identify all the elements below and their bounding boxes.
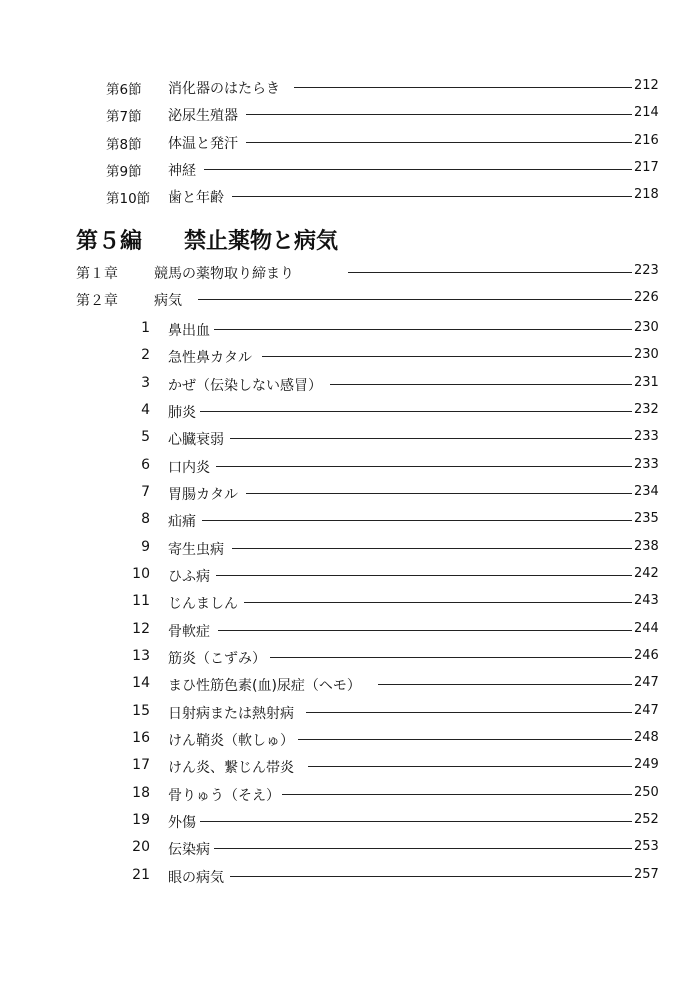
section-title: 体温と発汗 — [168, 136, 238, 152]
leader-line — [282, 794, 632, 795]
item-number: 17 — [132, 757, 150, 773]
leader-line — [200, 411, 632, 412]
item-number: 2 — [141, 347, 150, 363]
item-title: 日射病または熱射病 — [168, 706, 294, 722]
item-number: 19 — [132, 812, 150, 828]
page-number: 235 — [634, 511, 659, 526]
item-title: 心臓衰弱 — [168, 432, 224, 448]
leader-line — [246, 114, 632, 115]
toc-item-row — [0, 344, 700, 366]
toc-item-row — [0, 618, 700, 640]
leader-line — [378, 684, 632, 685]
section-label: 第8節 — [106, 137, 142, 153]
page-number: 231 — [634, 375, 659, 390]
page-number: 257 — [634, 867, 659, 882]
page-number: 232 — [634, 402, 659, 417]
toc-item-row — [0, 481, 700, 503]
toc-item-row — [0, 672, 700, 694]
leader-line — [270, 657, 632, 658]
leader-line — [246, 142, 632, 143]
item-title: 骨りゅう（そえ） — [168, 788, 280, 804]
toc-item-row — [0, 399, 700, 421]
item-title: けん鞘炎（軟しゅ） — [168, 733, 294, 749]
page-number: 233 — [634, 429, 659, 444]
item-title: 胃腸カタル — [168, 487, 238, 503]
leader-line — [298, 739, 632, 740]
toc-item-row — [0, 563, 700, 585]
page-number: 238 — [634, 539, 659, 554]
item-number: 15 — [132, 703, 150, 719]
item-title: 肺炎 — [168, 405, 196, 421]
toc-section-row — [0, 184, 700, 206]
item-title: ひふ病 — [168, 569, 210, 585]
toc-item-row — [0, 454, 700, 476]
item-number: 16 — [132, 730, 150, 746]
leader-line — [244, 602, 632, 603]
section-title: 歯と年齢 — [168, 190, 224, 206]
section-title: 神経 — [168, 163, 196, 179]
leader-line — [198, 299, 632, 300]
toc-item-row — [0, 864, 700, 886]
page-number: 250 — [634, 785, 659, 800]
leader-line — [246, 493, 632, 494]
page-number: 212 — [634, 78, 659, 93]
page-number: 223 — [634, 263, 659, 278]
item-number: 13 — [132, 648, 150, 664]
toc-item-row — [0, 782, 700, 804]
item-number: 8 — [141, 511, 150, 527]
item-number: 20 — [132, 839, 150, 855]
part-label: 第５編 — [76, 229, 143, 254]
toc-item-row — [0, 836, 700, 858]
page-number: 242 — [634, 566, 659, 581]
page-number: 252 — [634, 812, 659, 827]
item-number: 9 — [141, 539, 150, 555]
item-number: 4 — [141, 402, 150, 418]
leader-line — [216, 466, 632, 467]
leader-line — [204, 169, 632, 170]
leader-line — [202, 520, 632, 521]
chapter-title: 病気 — [154, 293, 182, 309]
page-number: 234 — [634, 484, 659, 499]
toc-item-row — [0, 809, 700, 831]
toc-section-row — [0, 102, 700, 124]
toc-item-row — [0, 700, 700, 722]
item-number: 3 — [141, 375, 150, 391]
page-number: 216 — [634, 133, 659, 148]
page-number: 244 — [634, 621, 659, 636]
page-number: 217 — [634, 160, 659, 175]
leader-line — [306, 712, 632, 713]
toc-item-row — [0, 372, 700, 394]
section-label: 第10節 — [106, 191, 151, 207]
toc-section-row — [0, 130, 700, 152]
item-title: 鼻出血 — [168, 323, 210, 339]
leader-line — [308, 766, 632, 767]
page-number: 249 — [634, 757, 659, 772]
item-title: 口内炎 — [168, 460, 210, 476]
leader-line — [232, 548, 632, 549]
item-number: 10 — [132, 566, 150, 582]
item-number: 7 — [141, 484, 150, 500]
page-number: 253 — [634, 839, 659, 854]
leader-line — [218, 630, 632, 631]
toc-chapter-row — [0, 287, 700, 309]
page-number: 247 — [634, 703, 659, 718]
part-heading — [0, 222, 700, 256]
toc-chapter-row — [0, 260, 700, 282]
item-title: 眼の病気 — [168, 870, 224, 886]
item-number: 12 — [132, 621, 150, 637]
item-number: 11 — [132, 593, 150, 609]
toc-item-row — [0, 645, 700, 667]
leader-line — [230, 876, 632, 877]
page-number: 214 — [634, 105, 659, 120]
item-number: 1 — [141, 320, 150, 336]
item-title: じんましん — [168, 596, 238, 612]
page-number: 248 — [634, 730, 659, 745]
item-title: 急性鼻カタル — [168, 350, 252, 366]
toc-item-row — [0, 317, 700, 339]
section-title: 泌尿生殖器 — [168, 108, 238, 124]
part-title: 禁止薬物と病気 — [184, 229, 339, 254]
page-number: 230 — [634, 347, 659, 362]
leader-line — [214, 848, 632, 849]
item-number: 14 — [132, 675, 150, 691]
chapter-label: 第１章 — [76, 266, 118, 282]
item-title: 寄生虫病 — [168, 542, 224, 558]
leader-line — [214, 329, 632, 330]
item-title: 骨軟症 — [168, 624, 210, 640]
leader-line — [230, 438, 632, 439]
page-number: 230 — [634, 320, 659, 335]
leader-line — [200, 821, 632, 822]
chapter-title: 競馬の薬物取り締まり — [154, 266, 294, 282]
toc-item-row — [0, 727, 700, 749]
item-number: 5 — [141, 429, 150, 445]
toc-item-row — [0, 426, 700, 448]
page-number: 226 — [634, 290, 659, 305]
toc-item-row — [0, 536, 700, 558]
item-title: 疝痛 — [168, 514, 196, 530]
item-title: まひ性筋色素(血)尿症（ヘモ） — [168, 678, 361, 694]
leader-line — [294, 87, 632, 88]
page-number: 243 — [634, 593, 659, 608]
page-number: 218 — [634, 187, 659, 202]
section-title: 消化器のはたらき — [168, 81, 280, 97]
toc-section-row — [0, 157, 700, 179]
toc-item-row — [0, 754, 700, 776]
leader-line — [348, 272, 632, 273]
leader-line — [330, 384, 632, 385]
page-number: 247 — [634, 675, 659, 690]
toc-item-row — [0, 508, 700, 530]
item-number: 21 — [132, 867, 150, 883]
leader-line — [262, 356, 632, 357]
toc-section-row — [0, 75, 700, 97]
page-number: 233 — [634, 457, 659, 472]
item-number: 18 — [132, 785, 150, 801]
item-title: 筋炎（こずみ） — [168, 651, 266, 667]
item-title: かぜ（伝染しない感冒） — [168, 378, 322, 394]
chapter-label: 第２章 — [76, 293, 118, 309]
item-title: 外傷 — [168, 815, 196, 831]
section-label: 第6節 — [106, 82, 142, 98]
item-title: 伝染病 — [168, 842, 210, 858]
leader-line — [232, 196, 632, 197]
toc-item-row — [0, 590, 700, 612]
section-label: 第7節 — [106, 109, 142, 125]
section-label: 第9節 — [106, 164, 142, 180]
item-number: 6 — [141, 457, 150, 473]
page-number: 246 — [634, 648, 659, 663]
leader-line — [216, 575, 632, 576]
item-title: けん炎、繋じん帯炎 — [168, 760, 294, 776]
